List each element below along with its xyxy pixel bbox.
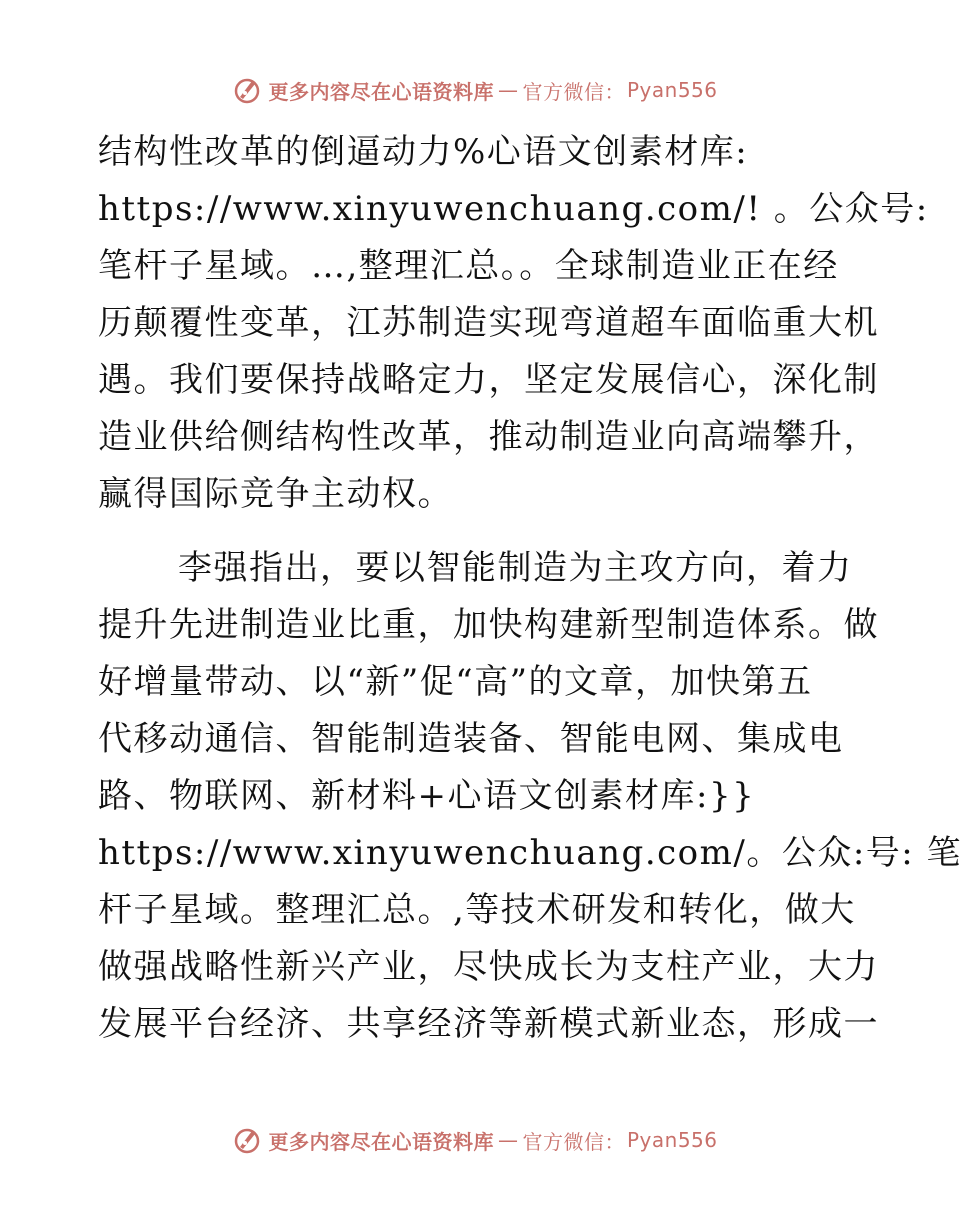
watermark-dash: — [497, 78, 519, 102]
watermark-wechat-label: 官方微信： [522, 79, 625, 104]
watermark-wechat-id: Pyan556 [626, 78, 718, 102]
document-body [98, 124, 962, 1053]
watermark-text: 更多内容尽在心语资料库 [268, 79, 494, 104]
text-line: 路、物联网、新材料+心语文创素材库:}} [98, 776, 756, 816]
text-line: 杆子星域。整理汇总。,等技术研发和转化，做大 [98, 890, 856, 930]
text-line: https://www.xinyuwenchuang.com/。公众:号: 笔 [98, 833, 962, 873]
text-line: 结构性改革的倒逼动力%心语文创素材库: [98, 132, 749, 172]
watermark-wechat-id: Pyan556 [626, 1128, 718, 1152]
quill-logo-icon [232, 75, 262, 105]
text-line: 发展平台经济、共享经济等新模式新业态，形成一 [98, 1004, 879, 1044]
quill-logo-icon [232, 1125, 262, 1155]
text-line: 提升先进制造业比重，加快构建新型制造体系。做 [98, 605, 879, 645]
text-line: 笔杆子星域。…,整理汇总。。全球制造业正在经 [98, 246, 839, 286]
text-line: 造业供给侧结构性改革，推动制造业向高端攀升， [98, 417, 879, 457]
text-line: https://www.xinyuwenchuang.com/! 。公众号: [98, 189, 929, 229]
text-line: 历颠覆性变革，江苏制造实现弯道超车面临重大机 [98, 303, 879, 343]
paragraph-gap [98, 523, 850, 540]
text-line: 赢得国际竞争主动权。 [98, 474, 453, 514]
header-watermark [0, 72, 950, 108]
text-line: 李强指出，要以智能制造为主攻方向，着力 [178, 548, 853, 588]
footer-watermark [0, 1122, 950, 1158]
text-line: 做强战略性新兴产业，尽快成长为支柱产业，大力 [98, 947, 879, 987]
text-line: 代移动通信、智能制造装备、智能电网、集成电 [98, 719, 844, 759]
text-line: 好增量带动、以“新”促“高”的文章，加快第五 [98, 662, 813, 702]
watermark-text: 更多内容尽在心语资料库 [268, 1129, 494, 1154]
watermark-dash: — [497, 1128, 519, 1152]
text-line: 遇。我们要保持战略定力，坚定发展信心，深化制 [98, 360, 879, 400]
watermark-wechat-label: 官方微信： [522, 1129, 625, 1154]
